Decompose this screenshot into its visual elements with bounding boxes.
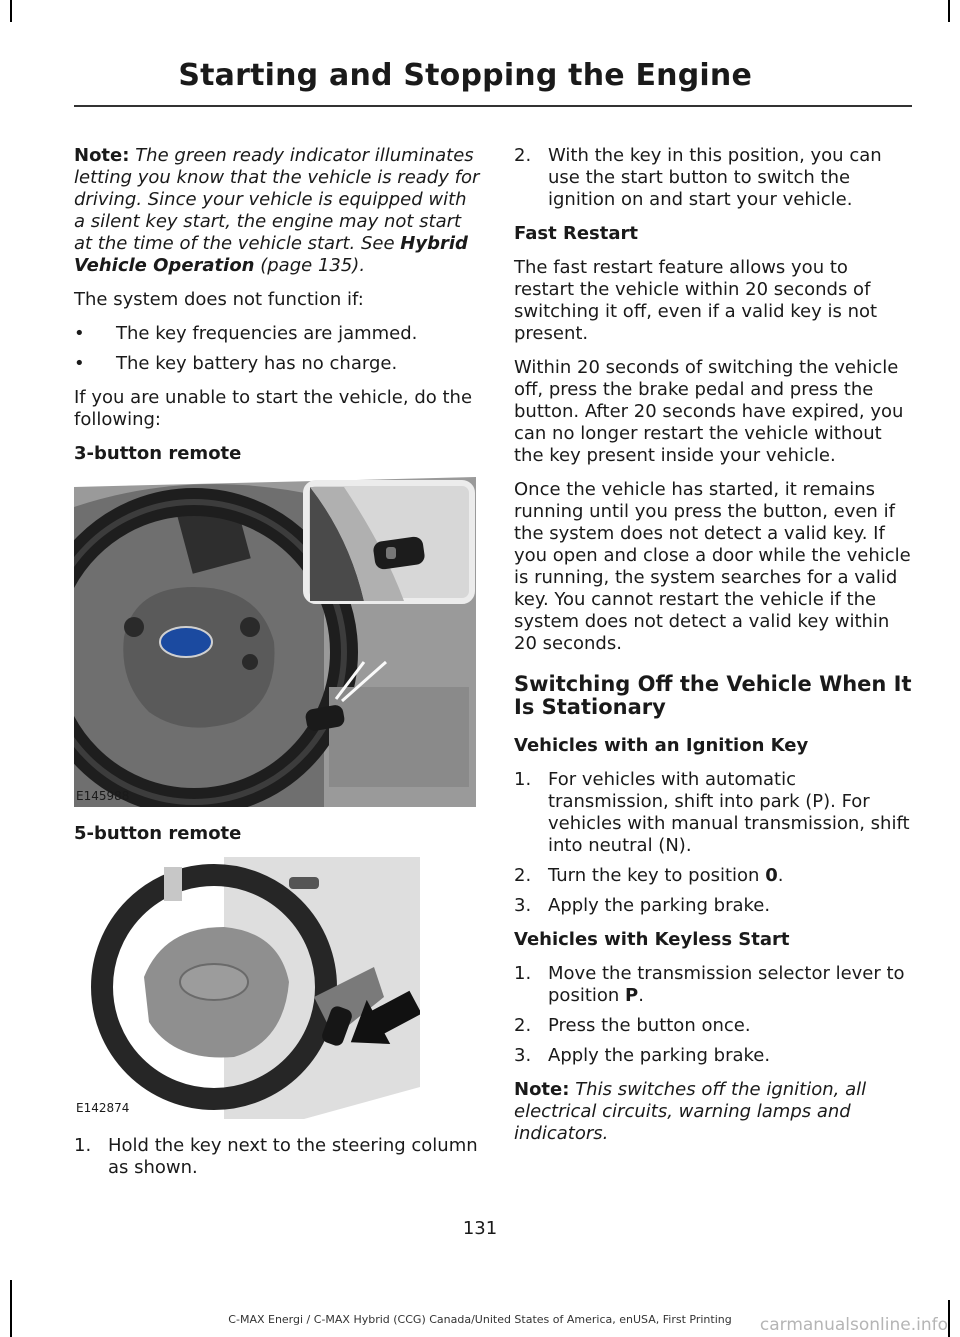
page-number: 131 (462, 1218, 498, 1239)
keyless-steps (514, 963, 912, 1067)
step-item (514, 963, 912, 1007)
step-number: 1. (514, 963, 532, 984)
bullet-text: The key frequencies are jammed. (116, 323, 418, 344)
fast-restart-heading: Fast Restart (514, 223, 638, 244)
page-title: Starting and Stopping the Engine (178, 58, 752, 93)
step-text: Move the transmission selector lever to position (548, 963, 905, 1006)
step-number: 2. (514, 145, 532, 166)
note-text: The green ready indicator illuminates letting you know that the vehicle is ready for driving. Since your vehicle is equipped with a silent key start, the engine may not start at the time of the vehicle start. See (74, 145, 480, 254)
step-item (514, 769, 912, 857)
step-item (74, 1135, 482, 1179)
keyless-heading: Vehicles with Keyless Start (514, 929, 790, 950)
bullet-item (74, 323, 482, 345)
figure-5-button-remote (74, 857, 420, 1119)
step-item (514, 1045, 912, 1067)
bullet-dot: • (74, 323, 85, 344)
hybrid-operation-link[interactable]: Hybrid Vehicle Operation (74, 233, 468, 276)
watermark: carmanualsonline.info (759, 1315, 948, 1335)
fig2-heading: 5-button remote (74, 823, 242, 844)
left-column (74, 145, 482, 1191)
step-item (514, 1015, 912, 1037)
right-column (514, 145, 912, 1157)
step-number: 2. (514, 1015, 532, 1036)
fig1-heading: 3-button remote (74, 443, 242, 464)
note2-label: Note: (514, 1079, 570, 1100)
bullet-item (74, 353, 482, 375)
step-number: 1. (514, 769, 532, 790)
step-text: Press the button once. (548, 1015, 751, 1036)
step-number: 1. (74, 1135, 92, 1156)
step-item (514, 145, 912, 211)
crop-mark-top-right (948, 0, 950, 22)
fig1-code: E145988 (76, 789, 130, 803)
page-reference: (page 135). (254, 255, 366, 276)
step-text: Apply the parking brake. (548, 1045, 771, 1066)
bullet-list (74, 323, 482, 375)
step-item (514, 865, 912, 887)
bullet-dot: • (74, 353, 85, 374)
crop-mark-bottom-left (10, 1280, 12, 1337)
crop-mark-top-left (10, 0, 12, 22)
footer-text: C-MAX Energi / C-MAX Hybrid (CCG) Canada/United States of America, enUSA, First Printing (228, 1313, 732, 1326)
key-position-value: 0 (765, 865, 778, 886)
step-number: 2. (514, 865, 532, 886)
bullet-text: The key battery has no charge. (116, 353, 398, 374)
step-text: Turn the key to position (548, 865, 766, 886)
fast-restart-p1: The fast restart feature allows you to restart the vehicle within 20 seconds of switching it off, even if a valid key is not present. (514, 257, 878, 344)
step-tail: . (777, 865, 784, 886)
step-item (514, 895, 912, 917)
step-text: For vehicles with automatic transmission, shift into park (P). For vehicles with manual transmission, shift into neutral (N). (548, 769, 910, 856)
step-text: With the key in this position, you can use the start button to switch the ignition on and start your vehicle. (548, 145, 882, 210)
note2-text: This switches off the ignition, all electrical circuits, warning lamps and indicators. (514, 1079, 867, 1144)
step-number: 3. (514, 895, 532, 916)
step-text: Apply the parking brake. (548, 895, 771, 916)
steering-column-illustration (74, 857, 420, 1119)
ignition-key-steps (514, 769, 912, 917)
note-paragraph (74, 145, 482, 277)
figure-3-button-remote (74, 477, 476, 807)
note2-paragraph (514, 1079, 912, 1145)
step-number: 3. (514, 1045, 532, 1066)
header-rule (74, 105, 912, 107)
fig2-code: E142874 (76, 1101, 130, 1115)
left-steps (74, 1135, 482, 1179)
step-text: Hold the key next to the steering column as shown. (108, 1135, 478, 1178)
section-heading: Switching Off the Vehicle When It Is Stationary (514, 672, 912, 719)
right-steps-continued (514, 145, 912, 211)
steering-wheel-illustration (74, 477, 476, 807)
fast-restart-p2: Within 20 seconds of switching the vehicle off, press the brake pedal and press the button. After 20 seconds have expired, you can no longer restart the vehicle without the key present inside your vehicle. (514, 357, 904, 466)
system-text: The system does not function if: (74, 289, 364, 310)
fast-restart-p3: Once the vehicle has started, it remains running until you press the button, even if the system does not detect a valid key. If you open and close a door while the vehicle is running, the system searches for a valid key. You cannot restart the vehicle if the system does not detect a valid key within 20 seconds. (514, 479, 911, 654)
ignition-key-heading: Vehicles with an Ignition Key (514, 735, 809, 756)
note-label: Note: (74, 145, 130, 166)
selector-position-value: P (625, 985, 639, 1006)
unable-text: If you are unable to start the vehicle, do the following: (74, 387, 473, 430)
step-tail: . (638, 985, 644, 1006)
